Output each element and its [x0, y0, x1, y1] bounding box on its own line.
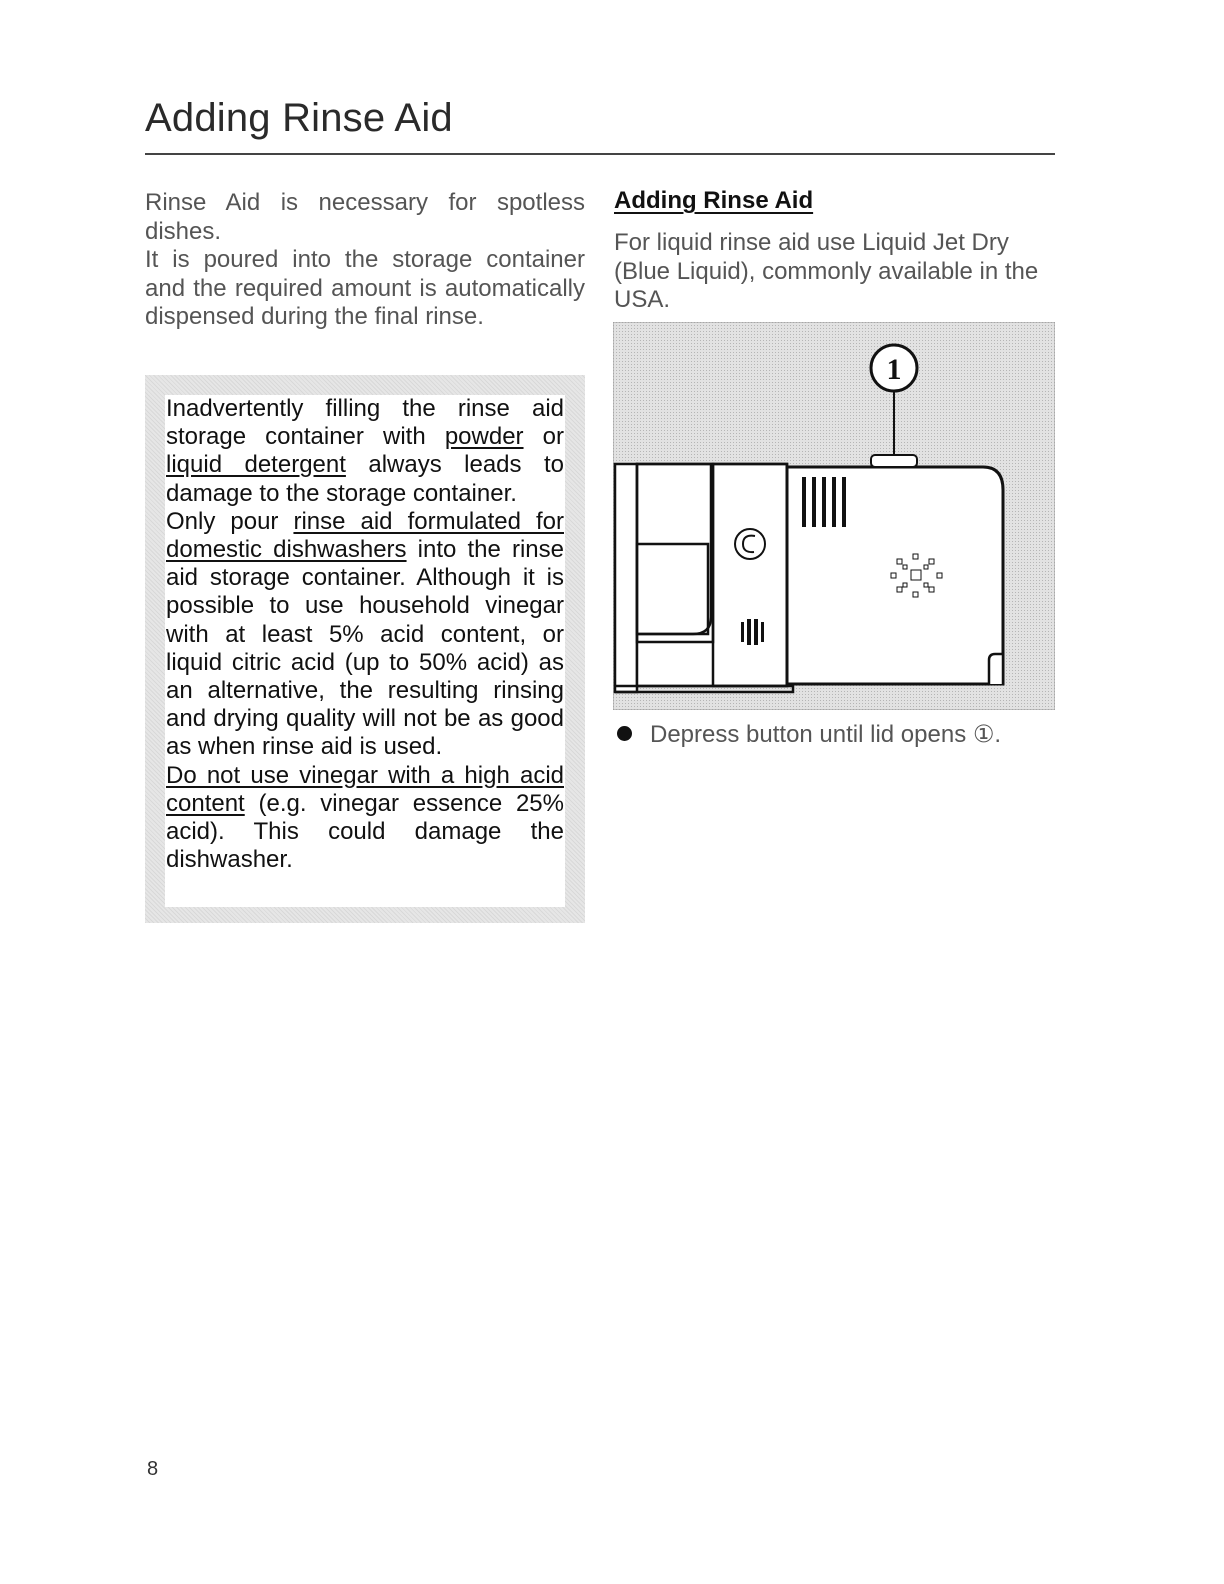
- intro-paragraph-2: It is poured into the storage container and the required amount is automatically dispensed during the final rinse.: [145, 246, 585, 330]
- page-number: 8: [147, 1458, 159, 1480]
- underlined-rinse-aid-formulated: rinse aid formulated for domestic dishwashers: [166, 507, 564, 564]
- title-divider: [145, 153, 1055, 155]
- page-title: Adding Rinse Aid: [145, 96, 453, 140]
- section-text: For liquid rinse aid use Liquid Jet Dry (Blue Liquid), commonly available in the USA.: [614, 229, 1039, 313]
- callout-number: 1: [886, 353, 902, 386]
- release-button: [871, 455, 917, 467]
- warning-sentence-2: Only pour rinse aid formulated for domestic dishwashers into the rinse aid storage container. Although it is possible to use household vinegar with at least 5% acid content, or liquid citric acid (up to 50% acid) as an alternative, the resulting rinsing and drying quality will not be as good as when rinse aid is used.: [166, 507, 564, 761]
- section-heading: Adding Rinse Aid: [614, 187, 814, 214]
- underlined-powder: powder: [444, 423, 524, 451]
- instruction-text: Depress button until lid opens ①.: [650, 721, 1002, 748]
- warning-text: [166, 395, 564, 874]
- intro-text: [145, 189, 585, 332]
- bullet-icon: [617, 726, 632, 741]
- intro-paragraph-1: Rinse Aid is necessary for spotless dishes.: [145, 189, 585, 245]
- underlined-liquid-detergent: liquid detergent: [166, 451, 346, 479]
- lid-hinge: [989, 654, 1003, 684]
- detergent-compartment: [615, 464, 787, 692]
- underlined-do-not-use-vinegar: Do not use vinegar with a high acid content: [166, 761, 564, 817]
- dispenser-illustration: [613, 322, 1055, 710]
- warning-sentence-1: Inadvertently filling the rinse aid storage container with powder or liquid detergent always leads to damage to the storage container.: [166, 395, 564, 507]
- warning-sentence-3: Do not use vinegar with a high acid content (e.g. vinegar essence 25% acid). This could damage the dishwasher.: [166, 761, 564, 874]
- instruction-bullet: [614, 720, 1059, 749]
